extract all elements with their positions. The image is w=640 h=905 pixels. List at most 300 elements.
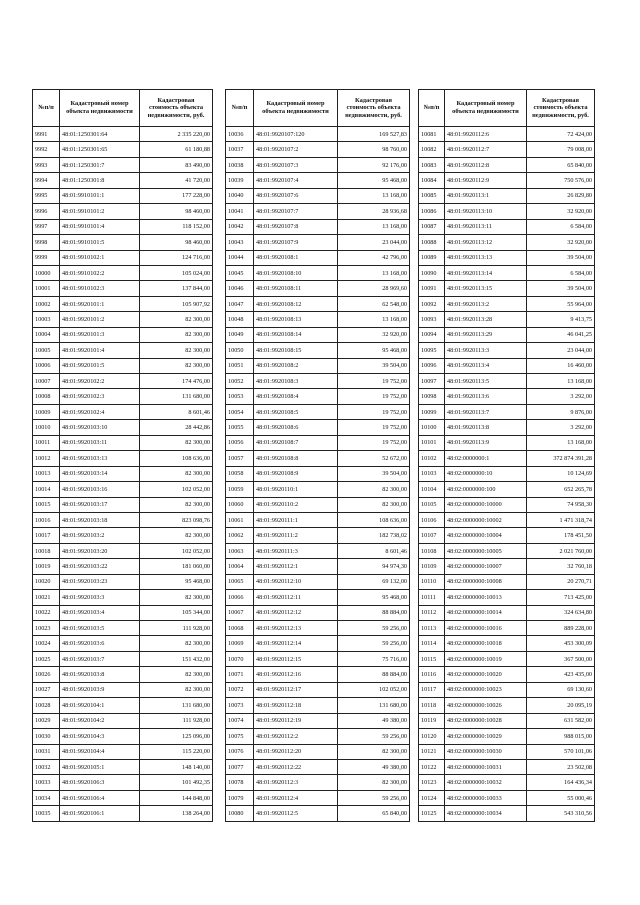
row-number: 10107	[419, 528, 445, 543]
row-number: 10116	[419, 667, 445, 682]
table-row	[33, 559, 213, 574]
cadastral-number: 48:01:9920110:2	[254, 497, 338, 512]
row-number: 10074	[226, 713, 254, 728]
table-row	[33, 713, 213, 728]
cadastral-value: 131 680,00	[338, 698, 410, 713]
cadastral-number: 48:01:9920112:13	[254, 621, 338, 636]
table-row	[33, 374, 213, 389]
table-row	[33, 173, 213, 188]
table-row	[33, 188, 213, 203]
table-row	[226, 281, 410, 296]
row-number: 10035	[33, 806, 60, 821]
cadastral-number: 48:01:9910101:2	[60, 204, 140, 219]
cadastral-number: 48:01:9920108:3	[254, 374, 338, 389]
cadastral-value: 82 300,00	[140, 636, 213, 651]
table-row	[33, 667, 213, 682]
row-number: 10012	[33, 451, 60, 466]
table-row	[226, 574, 410, 589]
cadastral-value: 39 504,00	[338, 358, 410, 373]
cadastral-value: 13 168,00	[338, 188, 410, 203]
row-number: 10040	[226, 188, 254, 203]
table-row	[33, 312, 213, 327]
row-number: 10063	[226, 543, 254, 558]
cadastral-value: 41 720,00	[140, 173, 213, 188]
cadastral-number: 48:01:9920103:16	[60, 482, 140, 497]
row-number: 10092	[419, 296, 445, 311]
cadastral-number: 48:01:9910102:1	[60, 250, 140, 265]
cadastral-number: 48:01:9920103:6	[60, 636, 140, 651]
table-row	[33, 127, 213, 142]
row-number: 9995	[33, 188, 60, 203]
row-number: 10060	[226, 497, 254, 512]
table-row	[33, 250, 213, 265]
table-row	[33, 482, 213, 497]
table-row	[226, 605, 410, 620]
cadastral-number: 48:01:9920104:3	[60, 729, 140, 744]
row-number: 10121	[419, 744, 445, 759]
cadastral-number: 48:02:0000000:10029	[445, 729, 527, 744]
cadastral-table-2	[225, 89, 410, 822]
cadastral-number: 48:01:9920103:7	[60, 651, 140, 666]
header-num: №п/п	[419, 90, 445, 127]
cadastral-value: 82 300,00	[140, 497, 213, 512]
cadastral-value: 823 098,76	[140, 512, 213, 527]
table-row	[226, 590, 410, 605]
cadastral-number: 48:01:9920113:6	[445, 389, 527, 404]
table-row	[419, 420, 595, 435]
row-number: 10020	[33, 574, 60, 589]
cadastral-value: 3 292,00	[527, 389, 595, 404]
cadastral-value: 182 738,02	[338, 528, 410, 543]
cadastral-value: 10 124,69	[527, 466, 595, 481]
cadastral-value: 20 270,71	[527, 574, 595, 589]
cadastral-value: 75 716,00	[338, 651, 410, 666]
cadastral-value: 39 504,00	[527, 281, 595, 296]
cadastral-number: 48:01:9920113:28	[445, 312, 527, 327]
table-row	[33, 296, 213, 311]
cadastral-value: 23 502,08	[527, 759, 595, 774]
cadastral-number: 48:01:9920108:13	[254, 312, 338, 327]
cadastral-value: 20 095,19	[527, 698, 595, 713]
cadastral-number: 48:01:9920103:17	[60, 497, 140, 512]
table-row	[419, 574, 595, 589]
table-row	[226, 713, 410, 728]
cadastral-value: 367 500,00	[527, 651, 595, 666]
cadastral-number: 48:01:9920108:15	[254, 343, 338, 358]
row-number: 10041	[226, 204, 254, 219]
cadastral-value: 95 468,00	[338, 173, 410, 188]
cadastral-number: 48:02:0000000:10028	[445, 713, 527, 728]
cadastral-number: 48:01:9920113:8	[445, 420, 527, 435]
table-row	[419, 590, 595, 605]
cadastral-value: 453 300,09	[527, 636, 595, 651]
cadastral-value: 105 024,00	[140, 265, 213, 280]
row-number: 10016	[33, 512, 60, 527]
table-row	[419, 312, 595, 327]
cadastral-value: 16 460,00	[527, 358, 595, 373]
cadastral-number: 48:01:9920112:11	[254, 590, 338, 605]
cadastral-value: 49 380,00	[338, 713, 410, 728]
row-number: 10100	[419, 420, 445, 435]
table-row	[226, 466, 410, 481]
row-number: 10057	[226, 451, 254, 466]
row-number: 10007	[33, 374, 60, 389]
cadastral-value: 988 015,00	[527, 729, 595, 744]
cadastral-value: 148 140,00	[140, 759, 213, 774]
table-row	[419, 682, 595, 697]
cadastral-value: 9 413,75	[527, 312, 595, 327]
cadastral-value: 72 424,00	[527, 127, 595, 142]
table-row	[33, 281, 213, 296]
row-number: 10032	[33, 759, 60, 774]
cadastral-value: 79 008,00	[527, 142, 595, 157]
cadastral-value: 98 460,00	[140, 235, 213, 250]
table-row	[226, 296, 410, 311]
row-number: 10072	[226, 682, 254, 697]
row-number: 10017	[33, 528, 60, 543]
row-number: 9992	[33, 142, 60, 157]
row-number: 10090	[419, 265, 445, 280]
table-row	[226, 312, 410, 327]
cadastral-number: 48:01:9920112:1	[254, 559, 338, 574]
cadastral-value: 177 228,00	[140, 188, 213, 203]
cadastral-value: 32 920,00	[338, 327, 410, 342]
row-number: 10104	[419, 482, 445, 497]
row-number: 10042	[226, 219, 254, 234]
table-row	[33, 389, 213, 404]
cadastral-number: 48:01:9920103:13	[60, 451, 140, 466]
table-row	[419, 651, 595, 666]
row-number: 10003	[33, 312, 60, 327]
row-number: 10002	[33, 296, 60, 311]
cadastral-value: 95 468,00	[140, 574, 213, 589]
row-number: 10047	[226, 296, 254, 311]
cadastral-number: 48:02:0000000:10007	[445, 559, 527, 574]
cadastral-value: 88 884,00	[338, 667, 410, 682]
cadastral-value: 46 041,25	[527, 327, 595, 342]
row-number: 10083	[419, 157, 445, 172]
table-row	[419, 744, 595, 759]
table-row	[419, 621, 595, 636]
table-row	[226, 420, 410, 435]
row-number: 10001	[33, 281, 60, 296]
table-row	[226, 358, 410, 373]
row-number: 9993	[33, 157, 60, 172]
cadastral-value: 111 928,00	[140, 713, 213, 728]
cadastral-value: 713 425,00	[527, 590, 595, 605]
row-number: 10111	[419, 590, 445, 605]
cadastral-value: 570 101,06	[527, 744, 595, 759]
table-row	[33, 590, 213, 605]
row-number: 10103	[419, 466, 445, 481]
cadastral-number: 48:01:9920104:1	[60, 698, 140, 713]
cadastral-value: 83 490,00	[140, 157, 213, 172]
table-row	[419, 281, 595, 296]
row-number: 9994	[33, 173, 60, 188]
cadastral-number: 48:01:9920107:6	[254, 188, 338, 203]
cadastral-number: 48:02:0000000:1	[445, 451, 527, 466]
table-row	[33, 404, 213, 419]
table-row	[226, 651, 410, 666]
cadastral-value: 101 492,35	[140, 775, 213, 790]
row-number: 10102	[419, 451, 445, 466]
cadastral-number: 48:01:9920112:22	[254, 759, 338, 774]
table-row	[419, 482, 595, 497]
cadastral-value: 1 471 318,74	[527, 512, 595, 527]
cadastral-value: 111 928,00	[140, 621, 213, 636]
row-number: 10066	[226, 590, 254, 605]
row-number: 10024	[33, 636, 60, 651]
row-number: 10010	[33, 420, 60, 435]
row-number: 10080	[226, 806, 254, 821]
cadastral-number: 48:02:0000000:10013	[445, 590, 527, 605]
cadastral-number: 48:02:0000000:10026	[445, 698, 527, 713]
cadastral-number: 48:02:0000000:100	[445, 482, 527, 497]
row-number: 10119	[419, 713, 445, 728]
cadastral-value: 423 435,00	[527, 667, 595, 682]
cadastral-value: 131 680,00	[140, 698, 213, 713]
cadastral-number: 48:01:9920107:7	[254, 204, 338, 219]
cadastral-number: 48:01:9920112:16	[254, 667, 338, 682]
table-row	[33, 744, 213, 759]
row-number: 10005	[33, 343, 60, 358]
table-row	[33, 512, 213, 527]
cadastral-number: 48:01:9920113:11	[445, 219, 527, 234]
row-number: 9998	[33, 235, 60, 250]
row-number: 10084	[419, 173, 445, 188]
table-row	[419, 389, 595, 404]
table-row	[33, 204, 213, 219]
cadastral-number: 48:01:9920112:14	[254, 636, 338, 651]
cadastral-value: 151 432,00	[140, 651, 213, 666]
cadastral-value: 55 964,00	[527, 296, 595, 311]
cadastral-number: 48:01:9920101:4	[60, 343, 140, 358]
cadastral-number: 48:01:9920112:2	[254, 729, 338, 744]
cadastral-value: 82 300,00	[140, 435, 213, 450]
cadastral-number: 48:01:9920112:7	[445, 142, 527, 157]
table-row	[33, 543, 213, 558]
cadastral-number: 48:01:9920103:22	[60, 559, 140, 574]
cadastral-number: 48:01:9920105:1	[60, 759, 140, 774]
cadastral-number: 48:01:9920108:5	[254, 404, 338, 419]
row-number: 10039	[226, 173, 254, 188]
table-row	[419, 343, 595, 358]
cadastral-value: 61 180,88	[140, 142, 213, 157]
table-row	[226, 775, 410, 790]
row-number: 10013	[33, 466, 60, 481]
table-row	[419, 790, 595, 805]
row-number: 10022	[33, 605, 60, 620]
row-number: 10045	[226, 265, 254, 280]
cadastral-value: 69 132,00	[338, 574, 410, 589]
cadastral-number: 48:01:9920113:4	[445, 358, 527, 373]
cadastral-number: 48:01:9920113:2	[445, 296, 527, 311]
cadastral-value: 62 548,00	[338, 296, 410, 311]
cadastral-value: 82 300,00	[140, 590, 213, 605]
cadastral-number: 48:01:9920108:9	[254, 466, 338, 481]
row-number: 10123	[419, 775, 445, 790]
cadastral-number: 48:01:9920113:7	[445, 404, 527, 419]
cadastral-value: 69 130,60	[527, 682, 595, 697]
table-row	[419, 127, 595, 142]
row-number: 10113	[419, 621, 445, 636]
row-number: 10082	[419, 142, 445, 157]
cadastral-value: 324 634,80	[527, 605, 595, 620]
table-row	[226, 157, 410, 172]
row-number: 10070	[226, 651, 254, 666]
table-row	[419, 173, 595, 188]
table-row	[419, 636, 595, 651]
cadastral-number: 48:01:9920108:8	[254, 451, 338, 466]
row-number: 10025	[33, 651, 60, 666]
table-row	[33, 636, 213, 651]
cadastral-number: 48:01:9920112:3	[254, 775, 338, 790]
row-number: 10038	[226, 157, 254, 172]
cadastral-number: 48:01:9920112:8	[445, 157, 527, 172]
cadastral-value: 652 265,78	[527, 482, 595, 497]
table-row	[419, 605, 595, 620]
cadastral-number: 48:01:9920101:1	[60, 296, 140, 311]
cadastral-value: 74 958,30	[527, 497, 595, 512]
cadastral-value: 19 752,00	[338, 420, 410, 435]
cadastral-value: 94 974,30	[338, 559, 410, 574]
table-row	[33, 528, 213, 543]
header-row	[226, 90, 410, 127]
cadastral-number: 48:01:9920112:12	[254, 605, 338, 620]
cadastral-value: 102 052,00	[140, 543, 213, 558]
cadastral-number: 48:01:1250301:8	[60, 173, 140, 188]
cadastral-number: 48:02:0000000:10016	[445, 621, 527, 636]
table-row	[419, 543, 595, 558]
table-row	[419, 512, 595, 527]
cadastral-value: 55 000,46	[527, 790, 595, 805]
cadastral-number: 48:01:9920112:15	[254, 651, 338, 666]
cadastral-value: 42 796,00	[338, 250, 410, 265]
cadastral-number: 48:01:9910102:2	[60, 265, 140, 280]
row-number: 10049	[226, 327, 254, 342]
table-row	[226, 790, 410, 805]
table-row	[226, 435, 410, 450]
table-row	[33, 142, 213, 157]
row-number: 10097	[419, 374, 445, 389]
cadastral-number: 48:01:9920113:10	[445, 204, 527, 219]
row-number: 10058	[226, 466, 254, 481]
table-row	[226, 744, 410, 759]
row-number: 10046	[226, 281, 254, 296]
table-row	[419, 188, 595, 203]
header-cadastral: Кадастровый номер объекта недвижимости	[60, 90, 140, 127]
table-row	[33, 806, 213, 821]
table-row	[419, 466, 595, 481]
cadastral-value: 23 044,00	[338, 235, 410, 250]
cadastral-number: 48:01:9920112:17	[254, 682, 338, 697]
row-number: 10099	[419, 404, 445, 419]
table-row	[419, 219, 595, 234]
table-row	[33, 497, 213, 512]
cadastral-value: 82 300,00	[338, 775, 410, 790]
table-row	[33, 265, 213, 280]
table-row	[33, 651, 213, 666]
table-row	[226, 327, 410, 342]
cadastral-number: 48:01:9920108:11	[254, 281, 338, 296]
cadastral-number: 48:01:9910101:5	[60, 235, 140, 250]
row-number: 10030	[33, 729, 60, 744]
cadastral-number: 48:01:9920111:3	[254, 543, 338, 558]
table-row	[33, 451, 213, 466]
cadastral-value: 8 601,46	[140, 404, 213, 419]
cadastral-value: 164 436,34	[527, 775, 595, 790]
row-number: 10117	[419, 682, 445, 697]
table-row	[419, 157, 595, 172]
cadastral-number: 48:01:9920108:1	[254, 250, 338, 265]
cadastral-value: 39 504,00	[338, 466, 410, 481]
cadastral-number: 48:01:9910101:4	[60, 219, 140, 234]
cadastral-value: 19 752,00	[338, 389, 410, 404]
row-number: 10079	[226, 790, 254, 805]
table-row	[226, 512, 410, 527]
cadastral-value: 28 442,86	[140, 420, 213, 435]
table-row	[419, 374, 595, 389]
row-number: 10009	[33, 404, 60, 419]
cadastral-number: 48:01:9920113:3	[445, 343, 527, 358]
cadastral-value: 82 300,00	[140, 528, 213, 543]
cadastral-number: 48:01:9920112:10	[254, 574, 338, 589]
cadastral-value: 32 920,00	[527, 235, 595, 250]
table-row	[33, 420, 213, 435]
table-row	[226, 543, 410, 558]
row-number: 10122	[419, 759, 445, 774]
cadastral-number: 48:01:9910101:1	[60, 188, 140, 203]
table-row	[419, 667, 595, 682]
row-number: 10064	[226, 559, 254, 574]
cadastral-number: 48:01:9920107:9	[254, 235, 338, 250]
table-row	[419, 729, 595, 744]
row-number: 10094	[419, 327, 445, 342]
row-number: 10056	[226, 435, 254, 450]
cadastral-number: 48:02:0000000:10018	[445, 636, 527, 651]
cadastral-value: 82 300,00	[338, 744, 410, 759]
row-number: 9991	[33, 127, 60, 142]
row-number: 10078	[226, 775, 254, 790]
table-row	[226, 235, 410, 250]
cadastral-value: 82 300,00	[338, 482, 410, 497]
cadastral-number: 48:01:9920106:1	[60, 806, 140, 821]
table-row	[419, 759, 595, 774]
cadastral-value: 2 335 220,00	[140, 127, 213, 142]
cadastral-number: 48:02:0000000:10004	[445, 528, 527, 543]
table-row	[419, 327, 595, 342]
cadastral-value: 32 920,00	[527, 204, 595, 219]
cadastral-number: 48:02:0000000:10000	[445, 497, 527, 512]
cadastral-number: 48:01:9920106:4	[60, 790, 140, 805]
cadastral-number: 48:01:9920113:15	[445, 281, 527, 296]
row-number: 10000	[33, 265, 60, 280]
cadastral-value: 9 876,00	[527, 404, 595, 419]
row-number: 10051	[226, 358, 254, 373]
table-row	[33, 574, 213, 589]
table-row	[226, 806, 410, 821]
row-number: 10048	[226, 312, 254, 327]
row-number: 10114	[419, 636, 445, 651]
table-row	[33, 729, 213, 744]
table-row	[33, 157, 213, 172]
table-row	[226, 374, 410, 389]
cadastral-number: 48:01:1250301:7	[60, 157, 140, 172]
table-row	[226, 250, 410, 265]
cadastral-value: 889 228,00	[527, 621, 595, 636]
table-row	[33, 698, 213, 713]
cadastral-value: 82 300,00	[140, 327, 213, 342]
